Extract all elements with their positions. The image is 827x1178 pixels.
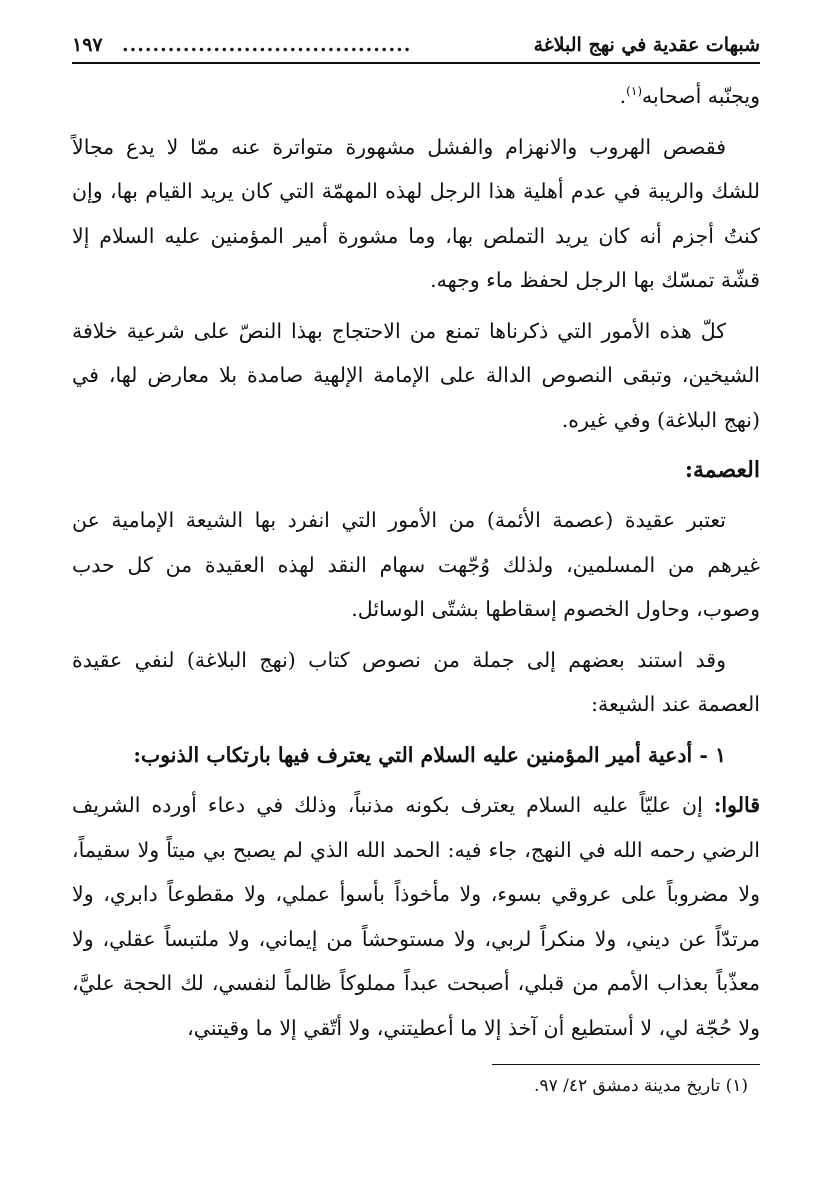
section-heading-text: العصمة xyxy=(692,457,760,483)
paragraph-text: ويجنّبه أصحابه xyxy=(642,84,760,108)
book-page xyxy=(72,28,760,1138)
paragraph xyxy=(72,783,760,1050)
paragraph: تعتبر عقيدة (عصمة الأئمة) من الأمور التي انفرد بها الشيعة الإمامية عن غيرهم من المسلمين، ولذلك وُجّهت سهام النقد لهذه العقيدة من كل حدب وصوب، وحاول الخصوم إسقاطها بشتّى الوسائل. xyxy=(72,508,760,621)
item-heading: ١ - أدعية أمير المؤمنين عليه السلام التي يعترف فيها بارتكاب الذنوب: xyxy=(133,742,726,767)
paragraph-lead: قالوا: xyxy=(713,793,760,817)
section-heading-colon: : xyxy=(684,457,693,483)
footnote-reference: (١) xyxy=(626,84,642,99)
footnote-divider xyxy=(492,1064,760,1065)
footnote: (١) تاريخ مدينة دمشق ٤٢/ ٩٧. xyxy=(534,1076,748,1096)
header-leader-dots: ...................................... xyxy=(122,34,412,56)
body-text xyxy=(72,74,760,1050)
header-title: شبهات عقدية في نهج البلاغة xyxy=(533,34,760,56)
running-header xyxy=(72,28,760,64)
paragraph-end: . xyxy=(619,84,627,108)
paragraph: كلّ هذه الأمور التي ذكرناها تمنع من الاحتجاج بهذا النصّ على شرعية خلافة الشيخين، وتبقى النصوص الدالة على الإمامة الإلهية صامدة بلا معارض لها، في (نهج البلاغة) وفي غيره. xyxy=(72,318,760,432)
paragraph: فقصص الهروب والانهزام والفشل مشهورة متواترة عنه ممّا لا يدع مجالاً للشك والريبة في عدم أهلية هذا الرجل لهذه المهمّة التي كان يريد القيام بها، وإن كنتُ أجزم أنه كان يريد التملص بها، وما مشورة أمير المؤمنين عليه السلام إلا قشّة تمسّك بها الرجل لحفظ ماء وجهه. xyxy=(72,134,760,292)
paragraph-text: إن عليّاً عليه السلام يعترف بكونه مذنباً، وذلك في دعاء أورده الشريف الرضي رحمه الله في النهج، جاء فيه: الحمد الله الذي لم يصبح بي ميتاً ولا سقيماً، ولا مضروباً على عروقي بسوء، ولا مأخوذاً بأسوأ عملي، ولا مقطوعاً دابري، ولا مرتدّاً عن ديني، ولا منكراً لربي، ولا مستوحشاً من إيماني، ولا ملتبساً عقلي، ولا معذّباً بعذاب الأمم من قبلي، أصبحت عبداً مملوكاً ظالماً لنفسي، لك الحجة عليَّ، ولا حُجّة لي، لا أستطيع أن آخذ إلا ما أعطيتني، ولا أتّقي إلا ما وقيتني، xyxy=(72,793,760,1040)
section-heading xyxy=(72,448,760,492)
page-number: ١٩٧ xyxy=(72,34,103,56)
paragraph-continued xyxy=(72,74,760,119)
paragraph: وقد استند بعضهم إلى جملة من نصوص كتاب (نهج البلاغة) لنفي عقيدة العصمة عند الشيعة: xyxy=(72,647,760,716)
